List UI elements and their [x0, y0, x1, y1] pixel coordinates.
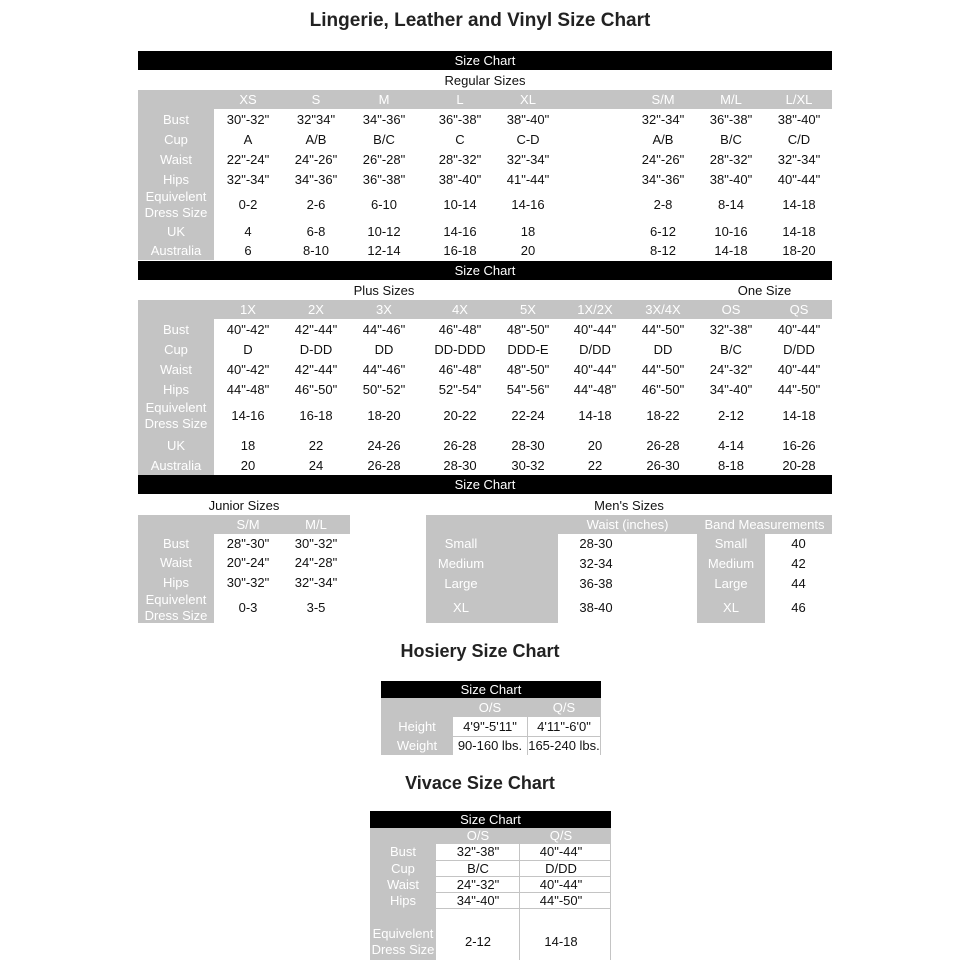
regular-cell: A/B: [652, 132, 674, 147]
plus-cell: 44"-46": [362, 362, 406, 377]
plus-row-label: Equivelent Dress Size: [144, 400, 208, 431]
plus-cell: 8-18: [717, 458, 745, 473]
plus-cell: D/DD: [579, 342, 611, 357]
regular-cell: B/C: [373, 132, 395, 147]
regular-cell: 8-14: [717, 197, 745, 212]
regular-cell: 6-12: [649, 224, 677, 239]
regular-col-header: XL: [520, 92, 536, 107]
plus-cell: 18: [240, 438, 256, 453]
mens-waist-header: Waist (inches): [586, 517, 669, 532]
regular-cell: 8-12: [649, 243, 677, 258]
junior-cell: 24"-28": [294, 555, 338, 570]
plus-cell: 40"-42": [226, 362, 270, 377]
regular-row-label: Waist: [159, 152, 193, 167]
plus-row-label: Cup: [164, 342, 188, 357]
plus-cell: 48"-50": [506, 322, 550, 337]
vivace-cell: 40"-44": [539, 844, 583, 859]
mens-band-label: Medium: [707, 556, 755, 571]
regular-cell: 28"-32": [438, 152, 482, 167]
plus-cell: 28-30: [443, 458, 477, 473]
regular-cell: 34"-36": [641, 172, 685, 187]
plus-cell: 22: [308, 438, 324, 453]
vivace-cell: D/DD: [545, 861, 577, 876]
hosiery-cell: 4'9"-5'11": [463, 719, 517, 734]
mens-band-label: Large: [714, 576, 748, 591]
regular-cell: 32"-34": [226, 172, 270, 187]
plus-cell: 42"-44": [294, 322, 338, 337]
junior-cell: 30"-32": [294, 536, 338, 551]
plus-cell: 20-22: [443, 408, 477, 423]
regular-cell: 36"-38": [362, 172, 406, 187]
regular-cell: 32"34": [296, 112, 336, 127]
junior-cell: 3-5: [306, 600, 326, 615]
plus-cell: 14-16: [231, 408, 265, 423]
plus-cell: 24-26: [367, 438, 401, 453]
plus-cell: 32"-38": [709, 322, 753, 337]
vivace-row-label: Hips: [389, 893, 416, 908]
vivace-right-border: [610, 844, 611, 960]
plus-cell: 40"-44": [777, 322, 821, 337]
plus-cell: DD: [374, 342, 394, 357]
vivace-row-label: Bust: [389, 844, 416, 859]
regular-cell: 40"-44": [777, 172, 821, 187]
plus-cell: 26-28: [443, 438, 477, 453]
plus-cell: D: [243, 342, 253, 357]
plus-cell: D/DD: [783, 342, 815, 357]
regular-col-header: S: [311, 92, 321, 107]
regular-cell: 2-8: [653, 197, 673, 212]
regular-row-label: Equivelent Dress Size: [144, 189, 208, 220]
regular-col-header: XS: [239, 92, 257, 107]
junior-cell: 0-3: [238, 600, 258, 615]
regular-row-label: Hips: [162, 172, 189, 187]
vivace-cell: 34"-40": [456, 893, 500, 908]
plus-col-header: 3X/4X: [645, 302, 681, 317]
mens-waist-value: 36-38: [579, 576, 613, 591]
hosiery-title: Hosiery Size Chart: [400, 641, 560, 661]
regular-cell: C/D: [787, 132, 811, 147]
plus-cell: 18-20: [367, 408, 401, 423]
regular-col-header: L: [456, 92, 464, 107]
plus-cell: 46"-50": [294, 382, 338, 397]
regular-cell: 24"-26": [294, 152, 338, 167]
junior-cell: 20"-24": [226, 555, 270, 570]
plus-cell: B/C: [720, 342, 742, 357]
plus-row-label: UK: [166, 438, 186, 453]
mens-band-value: 46: [791, 600, 806, 615]
plus-cell: 16-26: [782, 438, 816, 453]
hosiery-cell: 165-240 lbs.: [528, 738, 600, 753]
junior-row-label: Equivelent Dress Size: [144, 591, 208, 623]
plus-col-header: 3X: [376, 302, 392, 317]
vivace-col-header: Q/S: [549, 828, 573, 843]
regular-cell: 26"-28": [362, 152, 406, 167]
plus-col-header: 5X: [520, 302, 536, 317]
regular-cell: 32"-34": [641, 112, 685, 127]
plus-cell: 14-18: [782, 408, 816, 423]
regular-cell: 10-14: [443, 197, 477, 212]
plus-size-chart-bar: Size Chart: [138, 261, 832, 280]
regular-cell: 30"-32": [226, 112, 270, 127]
regular-col-header: M: [378, 92, 390, 107]
plus-cell: 20: [240, 458, 256, 473]
plus-cell: 46"-50": [641, 382, 685, 397]
regular-cell: 0-2: [238, 197, 258, 212]
mens-band-header: Band Measurements: [704, 517, 825, 532]
regular-cell: 4: [244, 224, 252, 239]
plus-cell: 34"-40": [709, 382, 753, 397]
plus-cell: 28-30: [511, 438, 545, 453]
regular-col-header: M/L: [720, 92, 742, 107]
regular-col-header: L/XL: [785, 92, 813, 107]
plus-cell: DD: [653, 342, 673, 357]
regular-cell: 22"-24": [226, 152, 270, 167]
plus-cell: 20-28: [782, 458, 816, 473]
plus-cell: 40"-44": [573, 322, 617, 337]
regular-cell: 14-18: [782, 197, 816, 212]
plus-col-header: QS: [789, 302, 809, 317]
plus-cell: 2-12: [717, 408, 745, 423]
regular-cell: 14-18: [714, 243, 748, 258]
plus-cell: 30-32: [511, 458, 545, 473]
regular-sizes-subtitle: Regular Sizes: [444, 73, 526, 88]
vivace-row-label: Equivelent Dress Size: [371, 926, 435, 957]
plus-cell: 48"-50": [506, 362, 550, 377]
regular-cell: 10-16: [714, 224, 748, 239]
vivace-col-header: O/S: [466, 828, 490, 843]
plus-cell: 50"-52": [362, 382, 406, 397]
regular-cell: 8-10: [302, 243, 330, 258]
junior-row-label: Bust: [162, 536, 189, 551]
regular-cell: 32"-34": [777, 152, 821, 167]
regular-cell: 41"-44": [506, 172, 550, 187]
plus-cell: 14-18: [578, 408, 612, 423]
hosiery-size-chart-bar: Size Chart: [381, 681, 601, 698]
regular-cell: C-D: [516, 132, 540, 147]
hosiery-col-header: Q/S: [552, 700, 576, 715]
junior-row-label: Waist: [159, 555, 193, 570]
regular-row-label: Bust: [162, 112, 189, 127]
hosiery-row-label: Weight: [396, 738, 438, 753]
regular-cell: B/C: [720, 132, 742, 147]
plus-cell: 40"-42": [226, 322, 270, 337]
vivace-row-label: Cup: [391, 861, 415, 876]
regular-cell: 28"-32": [709, 152, 753, 167]
plus-cell: 18-22: [646, 408, 680, 423]
vivace-size-chart-bar: Size Chart: [370, 811, 611, 828]
regular-cell: 12-14: [367, 243, 401, 258]
regular-row-label: Cup: [164, 132, 188, 147]
plus-cell: 20: [587, 438, 603, 453]
regular-col-header: S/M: [651, 92, 675, 107]
plus-cell: 24"-32": [709, 362, 753, 377]
regular-cell: A: [243, 132, 253, 147]
vivace-cell: 14-18: [544, 934, 578, 949]
plus-cell: 44"-48": [573, 382, 617, 397]
plus-cell: 42"-44": [294, 362, 338, 377]
mens-waist-label: Large: [444, 576, 478, 591]
plus-row-label: Bust: [162, 322, 189, 337]
plus-cell: 44"-50": [641, 322, 685, 337]
regular-cell: 6-8: [306, 224, 326, 239]
plus-cell: DD-DDD: [434, 342, 486, 357]
junior-sizes-subtitle: Junior Sizes: [208, 498, 280, 513]
mens-band-value: 42: [791, 556, 806, 571]
plus-cell: 46"-48": [438, 362, 482, 377]
regular-cell: 38"-40": [777, 112, 821, 127]
regular-cell: 16-18: [443, 243, 477, 258]
junior-col-header: S/M: [236, 517, 260, 532]
regular-cell: 36"-38": [438, 112, 482, 127]
regular-cell: 18: [520, 224, 536, 239]
regular-cell: C: [455, 132, 465, 147]
regular-cell: 10-12: [367, 224, 401, 239]
plus-cell: 4-14: [717, 438, 745, 453]
plus-cell: 40"-44": [573, 362, 617, 377]
plus-cell: 16-18: [299, 408, 333, 423]
plus-cell: 26-28: [367, 458, 401, 473]
regular-cell: 24"-26": [641, 152, 685, 167]
plus-cell: 22-24: [511, 408, 545, 423]
hosiery-cell: 4'11"-6'0": [537, 719, 591, 734]
regular-cell: 38"-40": [709, 172, 753, 187]
mens-waist-label: XL: [453, 600, 469, 615]
plus-row-label: Hips: [162, 382, 189, 397]
plus-cell: 46"-48": [438, 322, 482, 337]
plus-cell: DDD-E: [507, 342, 549, 357]
plus-cell: 44"-50": [777, 382, 821, 397]
regular-cell: 2-6: [306, 197, 326, 212]
regular-row-label: UK: [166, 224, 186, 239]
junior-cell: 30"-32": [226, 575, 270, 590]
plus-cell: 52"-54": [438, 382, 482, 397]
plus-cell: 22: [587, 458, 603, 473]
hosiery-cell: 90-160 lbs.: [457, 738, 523, 753]
vivace-cell: 32"-38": [456, 844, 500, 859]
plus-col-header: OS: [721, 302, 741, 317]
vivace-title: Vivace Size Chart: [405, 773, 555, 793]
plus-cell: 54"-56": [506, 382, 550, 397]
plus-row-label: Australia: [150, 458, 202, 473]
mens-band-label: XL: [723, 600, 739, 615]
plus-col-header: 4X: [452, 302, 468, 317]
mens-waist-label: Medium: [437, 556, 485, 571]
plus-col-header: 1X/2X: [577, 302, 613, 317]
mens-band-value: 40: [791, 536, 806, 551]
vivace-cell: 24"-32": [456, 877, 500, 892]
regular-cell: 32"-34": [506, 152, 550, 167]
vivace-row-label: Waist: [386, 877, 420, 892]
plus-col-header: 2X: [308, 302, 324, 317]
regular-cell: 6-10: [370, 197, 398, 212]
mens-waist-value: 38-40: [579, 600, 613, 615]
plus-cell: 26-28: [646, 438, 680, 453]
junior-cell: 28"-30": [226, 536, 270, 551]
vivace-cell: B/C: [467, 861, 489, 876]
vivace-cell: 40"-44": [539, 877, 583, 892]
regular-cell: 38"-40": [506, 112, 550, 127]
vivace-cell: 2-12: [464, 934, 492, 949]
regular-row-label: Australia: [150, 243, 202, 258]
plus-cell: 40"-44": [777, 362, 821, 377]
page-title: Lingerie, Leather and Vinyl Size Chart: [309, 10, 651, 31]
regular-cell: 34"-36": [294, 172, 338, 187]
mens-waist-value: 28-30: [579, 536, 613, 551]
plus-cell: 44"-46": [362, 322, 406, 337]
mens-sizes-subtitle: Men's Sizes: [594, 498, 664, 513]
junior-cell: 32"-34": [294, 575, 338, 590]
regular-cell: 20: [520, 243, 536, 258]
plus-sizes-subtitle: Plus Sizes: [353, 283, 415, 298]
plus-cell: 24: [308, 458, 324, 473]
plus-row-label: Waist: [159, 362, 193, 377]
regular-cell: A/B: [305, 132, 327, 147]
junior-row-label: Hips: [162, 575, 189, 590]
regular-cell: 18-20: [782, 243, 816, 258]
plus-cell: D-DD: [299, 342, 333, 357]
plus-cell: 26-30: [646, 458, 680, 473]
one-size-subtitle: One Size: [737, 283, 792, 298]
plus-cell: 44"-48": [226, 382, 270, 397]
regular-cell: 36"-38": [709, 112, 753, 127]
regular-size-chart-bar: Size Chart: [138, 51, 832, 70]
regular-cell: 14-18: [782, 224, 816, 239]
mens-band-value: 44: [791, 576, 806, 591]
vivace-cell: 44"-50": [539, 893, 583, 908]
plus-cell: 44"-50": [641, 362, 685, 377]
junior-col-header: M/L: [305, 517, 327, 532]
hosiery-col-header: O/S: [478, 700, 502, 715]
regular-cell: 38"-40": [438, 172, 482, 187]
regular-cell: 34"-36": [362, 112, 406, 127]
mens-waist-value: 32-34: [579, 556, 613, 571]
mens-waist-label: Small: [444, 536, 478, 551]
mens-band-label: Small: [714, 536, 748, 551]
hosiery-row-label: Height: [398, 719, 436, 734]
regular-cell: 14-16: [511, 197, 545, 212]
plus-col-header: 1X: [240, 302, 256, 317]
junior-mens-size-chart-bar: Size Chart: [138, 475, 832, 494]
regular-cell: 6: [244, 243, 252, 258]
regular-cell: 14-16: [443, 224, 477, 239]
